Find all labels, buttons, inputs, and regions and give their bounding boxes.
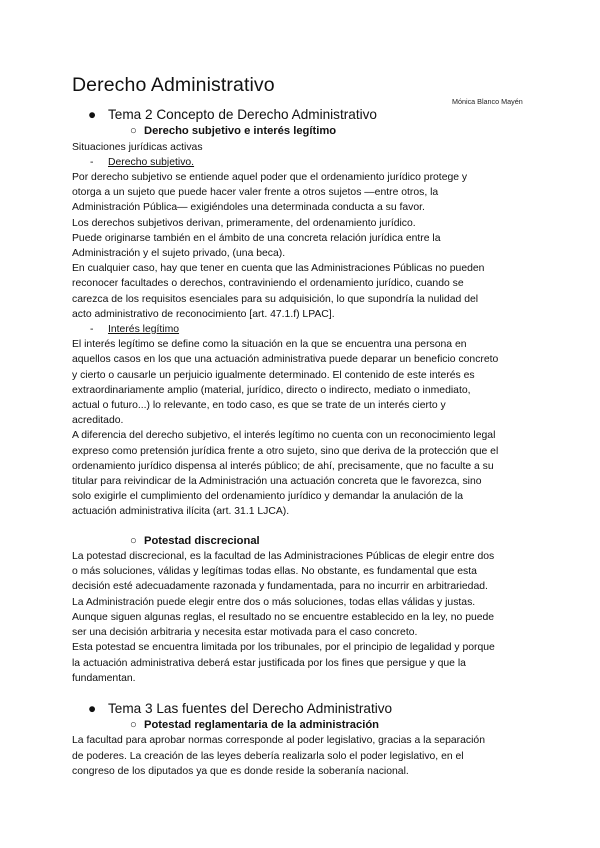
text-line: fundamentan. — [72, 672, 136, 684]
text-line: carezca de los requisitos esenciales para su adquisición, lo que supondría la nulidad del — [72, 293, 479, 305]
text-line: congreso de los diputados ya que es donde reside la soberanía nacional. — [72, 765, 409, 777]
subsection-potestad-discrecional-heading — [130, 534, 532, 550]
dash-marker: - — [90, 156, 94, 168]
dash-marker: - — [90, 323, 94, 335]
text-line: la actuación administrativa deberá estar justificada por los fines que persigue y que la — [72, 657, 466, 669]
tema3-heading-text: Tema 3 Las fuentes del Derecho Administrativo — [108, 700, 393, 716]
text-line: actual o futuro...) lo relevante, en todo caso, es que se trate de un interés cierto y — [72, 399, 446, 411]
filled-bullet-icon: ● — [88, 107, 97, 122]
subsection-heading-text: Potestad discrecional — [144, 534, 260, 547]
text-line: aquellos casos en los que una actuación administrativa puede deparar un beneficio concreto — [72, 354, 499, 366]
paragraph-derecho-subjetivo — [72, 170, 532, 322]
paragraph-potestad-discrecional — [72, 549, 532, 686]
subsection-derecho-subjetivo-heading — [130, 124, 532, 140]
subsection-heading-text: Potestad reglamentaria de la administración — [144, 718, 380, 731]
author-name: Mónica Blanco Mayén — [452, 97, 523, 106]
document-title: Derecho Administrativo — [72, 74, 275, 96]
text-line: El interés legítimo se define como la situación en la que se encuentra una persona en — [72, 339, 467, 351]
text-line: o más soluciones, válidas y legítimas todas ellas. No obstante, es fundamental que esta — [72, 566, 477, 578]
text-line: A diferencia del derecho subjetivo, el interés legítimo no cuenta con un reconocimiento legal — [72, 430, 496, 442]
text-line: de poderes. La creación de las leyes debería realizarla solo el poder legislativo, en el — [72, 750, 464, 762]
text-line: actuación administrativa ilícita (art. 31.1 LJCA). — [72, 506, 290, 518]
dash-item-label: Derecho subjetivo. — [108, 156, 195, 168]
text-line: La potestad discrecional, es la facultad de las Administraciones Públicas de elegir entre dos — [72, 551, 495, 563]
text-line: Por derecho subjetivo se entiende aquel poder que el ordenamiento jurídico protege y — [72, 171, 468, 183]
text-line: Aunque siguen algunas reglas, el resultado no se encuentre establecido en la ley, no puede — [72, 611, 495, 623]
text-line: titular para reivindicar de la Administración una actuación concreta que le favorezca, sino — [72, 475, 482, 487]
text-line: acreditado. — [72, 415, 124, 427]
text-line: expreso como pretensión jurídica frente a otro sujeto, sino que deriva de la protección que el — [72, 445, 499, 457]
tema3-heading — [88, 700, 532, 718]
dash-item-derecho-subjetivo — [90, 155, 532, 170]
hollow-bullet-icon: ○ — [130, 125, 137, 137]
text-line: Administración Pública— exigiéndoles una determinada conducta a su favor. — [72, 202, 425, 214]
dash-item-interes-legitimo — [90, 322, 532, 337]
subsection-potestad-reglamentaria-heading — [130, 718, 532, 734]
text-line: decisión esté adecuadamente razonada y fundamentada, para no incurrir en arbitrariedad. — [72, 581, 488, 593]
hollow-bullet-icon: ○ — [130, 534, 137, 547]
paragraph-interes-legitimo — [72, 337, 532, 519]
text-line: reconocer facultades o derechos, contraviniendo el ordenamiento jurídico, cuando se — [72, 278, 464, 290]
text-line: La Administración puede elegir entre dos o más soluciones, todas ellas válidas y justas. — [72, 596, 476, 608]
hollow-bullet-icon: ○ — [130, 718, 137, 731]
tema2-heading-text: Tema 2 Concepto de Derecho Administrativo — [108, 107, 377, 122]
filled-bullet-icon: ● — [88, 700, 97, 716]
text-line: y cierto o causarle un perjuicio igualmente determinado. El contenido de este interés es — [72, 369, 475, 381]
text-line: En cualquier caso, hay que tener en cuenta que las Administraciones Públicas no pueden — [72, 263, 485, 275]
subsection-heading-text: Derecho subjetivo e interés legítimo — [144, 125, 337, 137]
document-body — [72, 106, 532, 779]
text-line: Esta potestad se encuentra limitada por los tribunales, por el principio de legalidad y porque — [72, 642, 495, 654]
blank-line — [72, 520, 532, 534]
paragraph-potestad-reglamentaria — [72, 733, 532, 779]
text-line: Administración y el sujeto privado, (una beca). — [72, 247, 286, 259]
tema2-heading — [88, 106, 532, 124]
text-line: ser una decisión arbitraria y necesita estar motivada para el caso concreto. — [72, 627, 418, 639]
text-line: solo exigirle el cumplimiento del ordenamiento jurídico y demandar la anulación de la — [72, 491, 464, 503]
text-line: Puede originarse también en el ámbito de una concreta relación jurídica entre la — [72, 232, 441, 244]
intro-line: Situaciones jurídicas activas — [72, 141, 203, 153]
dash-item-label: Interés legítimo — [108, 323, 180, 335]
text-line: La facultad para aprobar normas corresponde al poder legislativo, gracias a la separación — [72, 735, 485, 747]
text-line: acto administrativo de reconocimiento [art. 47.1.f) LPAC]. — [72, 308, 335, 320]
text-line: otorga a un sujeto que puede hacer valer frente a otros sujetos —entre otros, la — [72, 187, 439, 199]
text-line: Los derechos subjetivos derivan, primeramente, del ordenamiento jurídico. — [72, 217, 416, 229]
text-line: extraordinariamente amplio (material, jurídico, directo o indirecto, mediato o inmediato, — [72, 384, 471, 396]
blank-line — [72, 686, 532, 700]
text-line: ordenamiento jurídico dispensa al interés público; de ahí, precisamente, que no faculte a su — [72, 460, 494, 472]
